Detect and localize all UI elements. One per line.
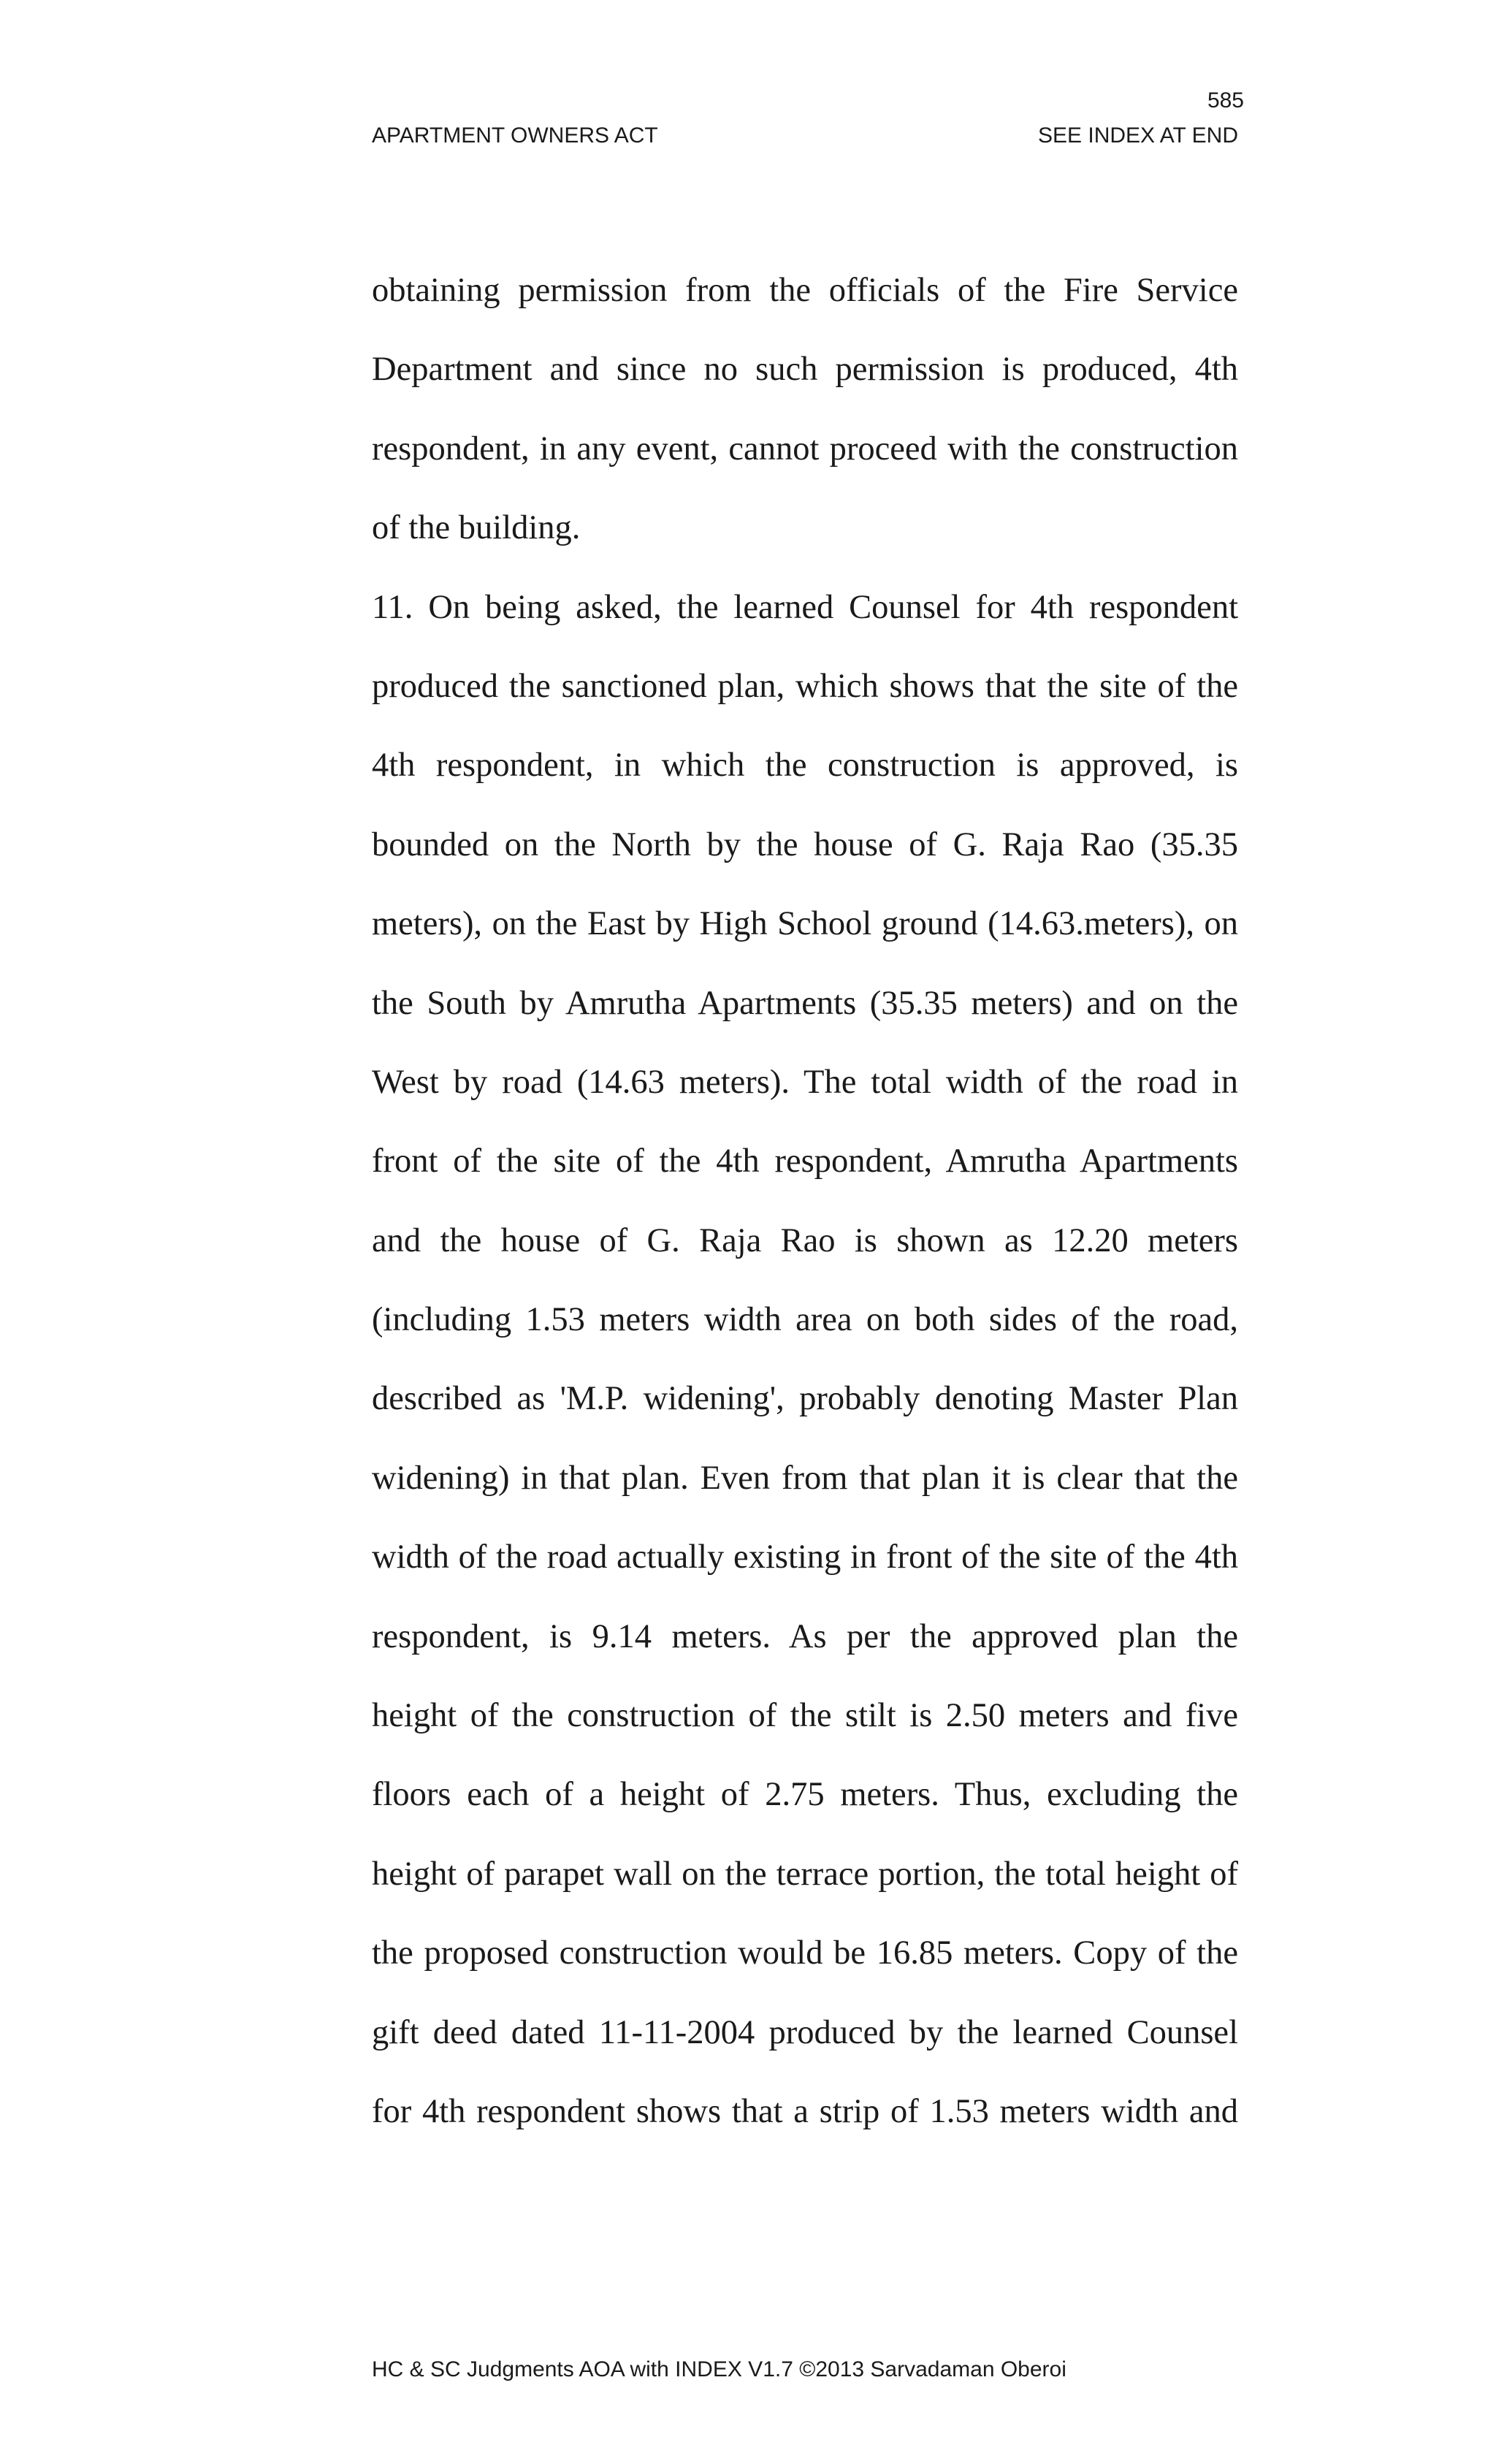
text-line: described as 'M.P. widening', probably denoting Master Plan — [372, 1380, 1238, 1418]
text-line: gift deed dated 11-11-2004 produced by the learned Counsel — [372, 2013, 1238, 2051]
text-line: produced the sanctioned plan, which shows that the site of the — [372, 667, 1238, 705]
text-line: respondent, in any event, cannot proceed with the construction — [372, 430, 1238, 468]
header-left-title: APARTMENT OWNERS ACT — [372, 123, 658, 148]
text-line: meters), on the East by High School ground (14.63.meters), on — [372, 905, 1238, 943]
text-line: 4th respondent, in which the construction is approved, is — [372, 747, 1238, 785]
text-line: height of the construction of the stilt is 2.50 meters and five — [372, 1697, 1238, 1735]
text-line: and the house of G. Raja Rao is shown as 12.20 meters — [372, 1221, 1238, 1259]
text-line: the proposed construction would be 16.85 meters. Copy of the — [372, 1934, 1238, 1972]
text-line: height of parapet wall on the terrace portion, the total height of — [372, 1855, 1238, 1893]
running-header — [372, 123, 1238, 149]
header-right-title: SEE INDEX AT END — [1038, 123, 1238, 148]
text-line: bounded on the North by the house of G. Raja Rao (35.35 — [372, 825, 1238, 863]
text-line: width of the road actually existing in front of the site of the 4th — [372, 1538, 1238, 1576]
page-number: 585 — [1207, 88, 1244, 112]
text-line: the South by Amrutha Apartments (35.35 meters) and on the — [372, 984, 1238, 1022]
text-line: 11. On being asked, the learned Counsel for 4th respondent — [372, 588, 1238, 626]
text-line: West by road (14.63 meters). The total width of the road in — [372, 1063, 1238, 1101]
text-line: front of the site of the 4th respondent, Amrutha Apartments — [372, 1143, 1238, 1180]
text-line: respondent, is 9.14 meters. As per the approved plan the — [372, 1617, 1238, 1655]
text-line: of the building. — [372, 509, 581, 547]
body-text — [372, 251, 1238, 2151]
text-line: for 4th respondent shows that a strip of 1.53 meters width and — [372, 2092, 1238, 2130]
text-line: obtaining permission from the officials of the Fire Service — [372, 272, 1238, 309]
text-line: floors each of a height of 2.75 meters. Thus, excluding the — [372, 1776, 1238, 1814]
text-line: widening) in that plan. Even from that plan it is clear that the — [372, 1459, 1238, 1497]
text-line: (including 1.53 meters width area on both sides of the road, — [372, 1301, 1238, 1339]
page-footer: HC & SC Judgments AOA with INDEX V1.7 ©2013 Sarvadaman Oberoi — [372, 2357, 1066, 2381]
text-line: Department and since no such permission is produced, 4th — [372, 351, 1238, 389]
